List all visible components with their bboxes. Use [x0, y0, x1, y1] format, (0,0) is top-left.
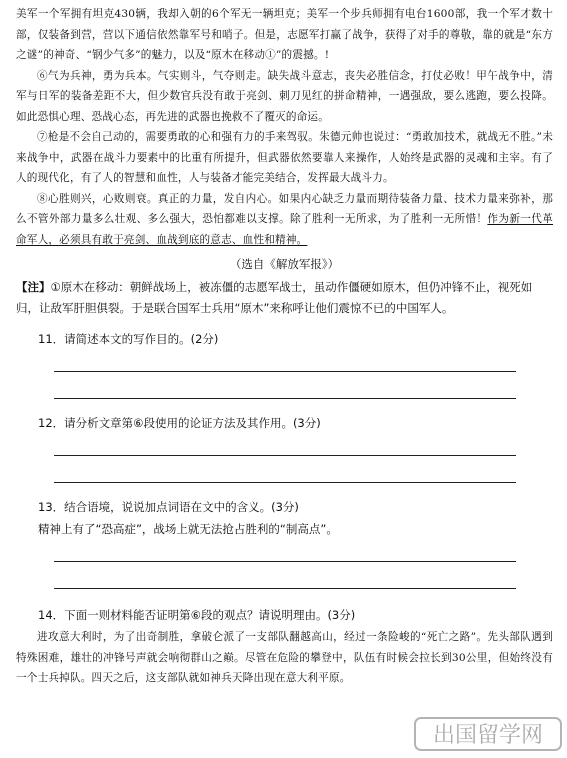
- answer-line-12a[interactable]: [16, 433, 553, 460]
- footnote: [16, 277, 553, 319]
- passage-paragraph-6: ⑥气为兵神，勇为兵本。气实则斗，气夺则走。缺失战斗意志，丧失必胜信念，打仗必败！甲午战争中，清军与日军的装备差距不大，但少数官兵没有敢于亮剑、刺刀见红的拼命精神，一遇强敌，要么逃跑，要么投降。如此恐惧心理、恐战心态，再先进的武器也挽救不了覆灭的命运。: [16, 69, 553, 123]
- passage-paragraph-7: ⑦枪是不会自己动的，需要勇敢的心和强有力的手来驾驭。朱德元帅也说过：“勇敢加技术，就战无不胜。”未来战争中，武器在战斗力要素中的比重有所提升，但武器依然要靠人来操作，人始终是武器的灵魂和主宰。有了人的现代化，有了人的智慧和血性，人与装备才能完美结合，发挥最大战斗力。: [16, 131, 553, 184]
- answer-line-13b[interactable]: [16, 566, 553, 593]
- answer-line-11b[interactable]: [16, 376, 553, 403]
- question-12: 12．请分析文章第⑥段使用的论证方法及其作用。(3分): [38, 416, 321, 430]
- svg-text:出国留学网: 出国留学网: [432, 723, 544, 748]
- paragraph-8-underlined: 作为新一代革命军人，必须具有敢于亮剑、血战到底的意志、血性和精神。: [16, 213, 553, 246]
- paragraph-8-main: ⑧心胜则兴，心败则衰。真正的力量，发自内心。如果内心缺乏力量而期待装备力量、技术力量来弥补，那么不管外部力量多么壮观、多么强大，恐怕都难以支撑。除了胜利一无所求，为了胜利一无所惜！: [16, 192, 553, 225]
- question-14: 14．下面一则材料能否证明第⑥段的观点？请说明理由。(3分): [38, 608, 356, 622]
- question-14-material: 进攻意大利时，为了出奇制胜，拿破仑派了一支部队翻越高山，经过一条险峻的“死亡之路”。先头部队遇到特殊困难，雄壮的冲锋号声就会响彻群山之巅。尽管在危险的攀登中，队伍有时候会拉长到30公里，但始终没有一个士兵掉队。四天之后，这支部队就如神兵天降出现在意大利平原。: [16, 631, 553, 684]
- passage-paragraph-top: 美军一个军拥有坦克430辆，我却入朝的6个军无一辆坦克；美军一个步兵师拥有电台1600部，我一个军才数十部，仅装备到营，营以下通信依然靠军号和哨子。但是，志愿军打赢了战争，获得了对手的尊敬，靠的就是“东方之谜”的神奇、“钢少气多”的魅力，以及“原木在移动①”的震撼。!: [16, 8, 553, 61]
- site-watermark-logo: [413, 712, 563, 754]
- question-11: 11．请简述本文的写作目的。(2分): [38, 332, 219, 346]
- footnote-text: ①原木在移动：朝鲜战场上，被冻僵的志愿军战士，虽动作僵硬如原木，但仍冲锋不止，视死如归，让敌军肝胆俱裂。于是联合国军士兵用“原木”来称呼让他们震惊不已的中国军人。: [16, 280, 533, 315]
- question-13-phrase: 精神上有了“恐高症”，战场上就无法抢占胜利的“制高点”。: [38, 522, 338, 536]
- source-citation: （选自《解放军报》）: [229, 257, 340, 271]
- answer-line-12b[interactable]: [16, 460, 553, 487]
- passage-paragraph-8: [16, 189, 553, 251]
- footnote-label: 【注】: [16, 280, 51, 294]
- answer-line-11a[interactable]: [16, 349, 553, 376]
- answer-line-13a[interactable]: [16, 539, 553, 566]
- question-13: 13．结合语境，说说加点词语在文中的含义。(3分): [38, 500, 299, 514]
